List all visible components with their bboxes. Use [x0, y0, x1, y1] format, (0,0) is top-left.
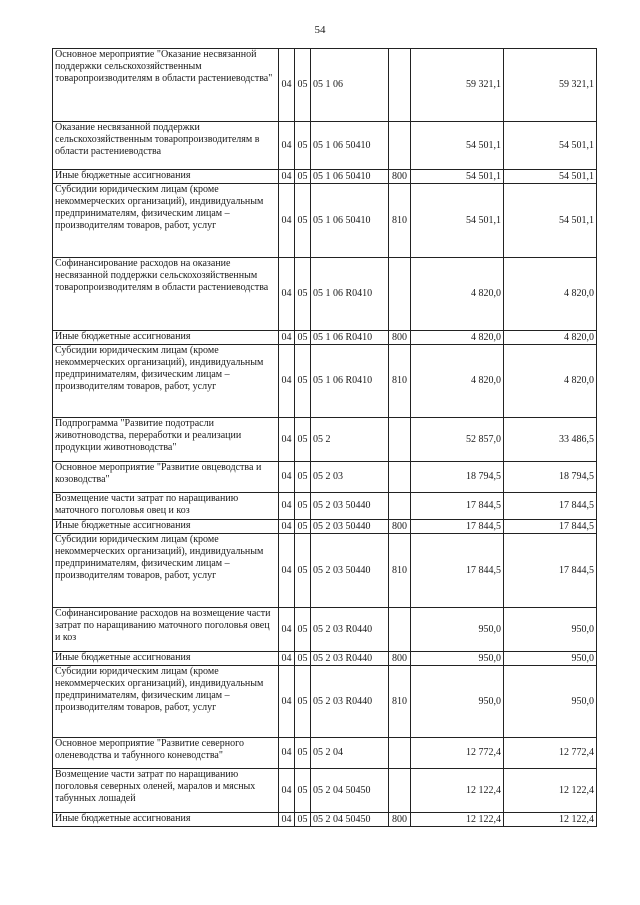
row-expense-type [389, 49, 411, 122]
row-amount-1: 950,0 [411, 608, 504, 652]
row-amount-2: 17 844,5 [504, 534, 597, 608]
table-row [53, 345, 597, 418]
row-section: 04 [279, 331, 295, 345]
row-name: Основное мероприятие "Развитие северного оленеводства и табунного коневодства" [53, 738, 279, 769]
table-row [53, 652, 597, 666]
row-subsection: 05 [295, 493, 311, 520]
row-section: 04 [279, 493, 295, 520]
row-amount-1: 17 844,5 [411, 534, 504, 608]
table-row [53, 258, 597, 331]
row-name: Возмещение части затрат по наращиванию поголовья северных оленей, маралов и мясных табунных лошадей [53, 769, 279, 813]
row-target-code: 05 2 03 50440 [311, 493, 389, 520]
row-amount-2: 33 486,5 [504, 418, 597, 462]
row-name: Оказание несвязанной поддержки сельскохозяйственным товаропроизводителям в области растениеводства [53, 122, 279, 170]
row-name: Иные бюджетные ассигнования [53, 520, 279, 534]
row-subsection: 05 [295, 184, 311, 258]
table-row [53, 184, 597, 258]
row-target-code: 05 1 06 50410 [311, 122, 389, 170]
table-body [53, 49, 597, 827]
row-amount-1: 950,0 [411, 666, 504, 738]
table-row [53, 331, 597, 345]
row-amount-1: 59 321,1 [411, 49, 504, 122]
row-amount-2: 12 122,4 [504, 813, 597, 827]
row-expense-type: 800 [389, 331, 411, 345]
row-target-code: 05 2 03 [311, 462, 389, 493]
table-row [53, 738, 597, 769]
row-amount-2: 17 844,5 [504, 493, 597, 520]
row-section: 04 [279, 738, 295, 769]
row-amount-1: 17 844,5 [411, 520, 504, 534]
row-target-code: 05 2 04 [311, 738, 389, 769]
row-expense-type: 810 [389, 184, 411, 258]
row-expense-type [389, 738, 411, 769]
row-name: Основное мероприятие "Оказание несвязанной поддержки сельскохозяйственным товаропроизводителям в области растениеводства" [53, 49, 279, 122]
row-section: 04 [279, 520, 295, 534]
row-name: Иные бюджетные ассигнования [53, 170, 279, 184]
table-row [53, 462, 597, 493]
row-subsection: 05 [295, 462, 311, 493]
row-amount-2: 4 820,0 [504, 345, 597, 418]
page-number: 54 [314, 24, 326, 36]
row-amount-1: 52 857,0 [411, 418, 504, 462]
row-expense-type [389, 418, 411, 462]
row-amount-2: 4 820,0 [504, 331, 597, 345]
row-target-code: 05 2 03 R0440 [311, 666, 389, 738]
row-subsection: 05 [295, 608, 311, 652]
row-target-code: 05 2 03 50440 [311, 520, 389, 534]
row-name: Субсидии юридическим лицам (кроме некоммерческих организаций), индивидуальным предпринимателям, физическим лицам – производителям товаров, работ, услуг [53, 345, 279, 418]
row-amount-2: 18 794,5 [504, 462, 597, 493]
row-expense-type: 800 [389, 520, 411, 534]
row-section: 04 [279, 813, 295, 827]
table-row [53, 49, 597, 122]
row-expense-type [389, 769, 411, 813]
row-expense-type: 810 [389, 345, 411, 418]
row-amount-1: 12 772,4 [411, 738, 504, 769]
row-subsection: 05 [295, 331, 311, 345]
row-amount-2: 59 321,1 [504, 49, 597, 122]
row-amount-1: 12 122,4 [411, 813, 504, 827]
row-subsection: 05 [295, 170, 311, 184]
row-section: 04 [279, 258, 295, 331]
row-amount-2: 950,0 [504, 666, 597, 738]
row-amount-2: 12 122,4 [504, 769, 597, 813]
table-row [53, 666, 597, 738]
row-name: Иные бюджетные ассигнования [53, 331, 279, 345]
row-subsection: 05 [295, 258, 311, 331]
row-target-code: 05 2 03 R0440 [311, 652, 389, 666]
table-row [53, 122, 597, 170]
row-amount-2: 4 820,0 [504, 258, 597, 331]
row-name: Иные бюджетные ассигнования [53, 652, 279, 666]
row-expense-type: 800 [389, 170, 411, 184]
row-amount-1: 4 820,0 [411, 345, 504, 418]
row-name: Основное мероприятие "Развитие овцеводства и козоводства" [53, 462, 279, 493]
row-subsection: 05 [295, 122, 311, 170]
row-expense-type [389, 258, 411, 331]
row-section: 04 [279, 418, 295, 462]
row-amount-2: 54 501,1 [504, 170, 597, 184]
row-expense-type: 800 [389, 813, 411, 827]
table-row [53, 493, 597, 520]
row-subsection: 05 [295, 49, 311, 122]
row-subsection: 05 [295, 418, 311, 462]
row-expense-type [389, 608, 411, 652]
row-expense-type: 810 [389, 534, 411, 608]
row-target-code: 05 1 06 50410 [311, 170, 389, 184]
row-target-code: 05 1 06 50410 [311, 184, 389, 258]
row-subsection: 05 [295, 738, 311, 769]
row-amount-1: 54 501,1 [411, 184, 504, 258]
row-amount-1: 950,0 [411, 652, 504, 666]
row-amount-2: 12 772,4 [504, 738, 597, 769]
row-amount-1: 18 794,5 [411, 462, 504, 493]
row-section: 04 [279, 170, 295, 184]
row-amount-1: 12 122,4 [411, 769, 504, 813]
row-amount-1: 4 820,0 [411, 258, 504, 331]
table-row [53, 608, 597, 652]
row-target-code: 05 2 04 50450 [311, 813, 389, 827]
row-section: 04 [279, 345, 295, 418]
row-amount-1: 54 501,1 [411, 122, 504, 170]
row-subsection: 05 [295, 813, 311, 827]
row-target-code: 05 2 03 50440 [311, 534, 389, 608]
row-amount-1: 4 820,0 [411, 331, 504, 345]
row-expense-type [389, 462, 411, 493]
row-name: Субсидии юридическим лицам (кроме некоммерческих организаций), индивидуальным предпринимателям, физическим лицам – производителям товаров, работ, услуг [53, 534, 279, 608]
row-section: 04 [279, 534, 295, 608]
row-target-code: 05 1 06 R0410 [311, 331, 389, 345]
row-name: Софинансирование расходов на оказание несвязанной поддержки сельскохозяйственным товаропроизводителям в области растениеводства [53, 258, 279, 331]
row-amount-1: 54 501,1 [411, 170, 504, 184]
row-name: Подпрограмма "Развитие подотрасли животноводства, переработки и реализации продукции животноводства" [53, 418, 279, 462]
row-target-code: 05 1 06 R0410 [311, 258, 389, 331]
row-expense-type: 800 [389, 652, 411, 666]
row-target-code: 05 1 06 [311, 49, 389, 122]
row-section: 04 [279, 608, 295, 652]
row-name: Субсидии юридическим лицам (кроме некоммерческих организаций), индивидуальным предпринимателям, физическим лицам – производителям товаров, работ, услуг [53, 184, 279, 258]
row-subsection: 05 [295, 345, 311, 418]
row-amount-2: 54 501,1 [504, 122, 597, 170]
row-amount-2: 950,0 [504, 652, 597, 666]
row-amount-1: 17 844,5 [411, 493, 504, 520]
row-expense-type: 810 [389, 666, 411, 738]
table-row [53, 520, 597, 534]
row-name: Иные бюджетные ассигнования [53, 813, 279, 827]
table-row [53, 418, 597, 462]
row-target-code: 05 1 06 R0410 [311, 345, 389, 418]
row-section: 04 [279, 184, 295, 258]
row-subsection: 05 [295, 666, 311, 738]
table-row [53, 769, 597, 813]
row-subsection: 05 [295, 769, 311, 813]
row-target-code: 05 2 [311, 418, 389, 462]
row-name: Субсидии юридическим лицам (кроме некоммерческих организаций), индивидуальным предпринимателям, физическим лицам – производителям товаров, работ, услуг [53, 666, 279, 738]
table-row [53, 813, 597, 827]
row-amount-2: 950,0 [504, 608, 597, 652]
row-subsection: 05 [295, 652, 311, 666]
row-section: 04 [279, 49, 295, 122]
table-row [53, 534, 597, 608]
row-amount-2: 54 501,1 [504, 184, 597, 258]
row-target-code: 05 2 03 R0440 [311, 608, 389, 652]
row-section: 04 [279, 666, 295, 738]
row-section: 04 [279, 652, 295, 666]
row-target-code: 05 2 04 50450 [311, 769, 389, 813]
row-expense-type [389, 493, 411, 520]
row-subsection: 05 [295, 520, 311, 534]
row-section: 04 [279, 769, 295, 813]
row-section: 04 [279, 462, 295, 493]
row-expense-type [389, 122, 411, 170]
row-subsection: 05 [295, 534, 311, 608]
table-row [53, 170, 597, 184]
row-name: Софинансирование расходов на возмещение части затрат по наращиванию маточного поголовья овец и коз [53, 608, 279, 652]
row-amount-2: 17 844,5 [504, 520, 597, 534]
row-section: 04 [279, 122, 295, 170]
row-name: Возмещение части затрат по наращиванию маточного поголовья овец и коз [53, 493, 279, 520]
budget-table [52, 48, 597, 827]
